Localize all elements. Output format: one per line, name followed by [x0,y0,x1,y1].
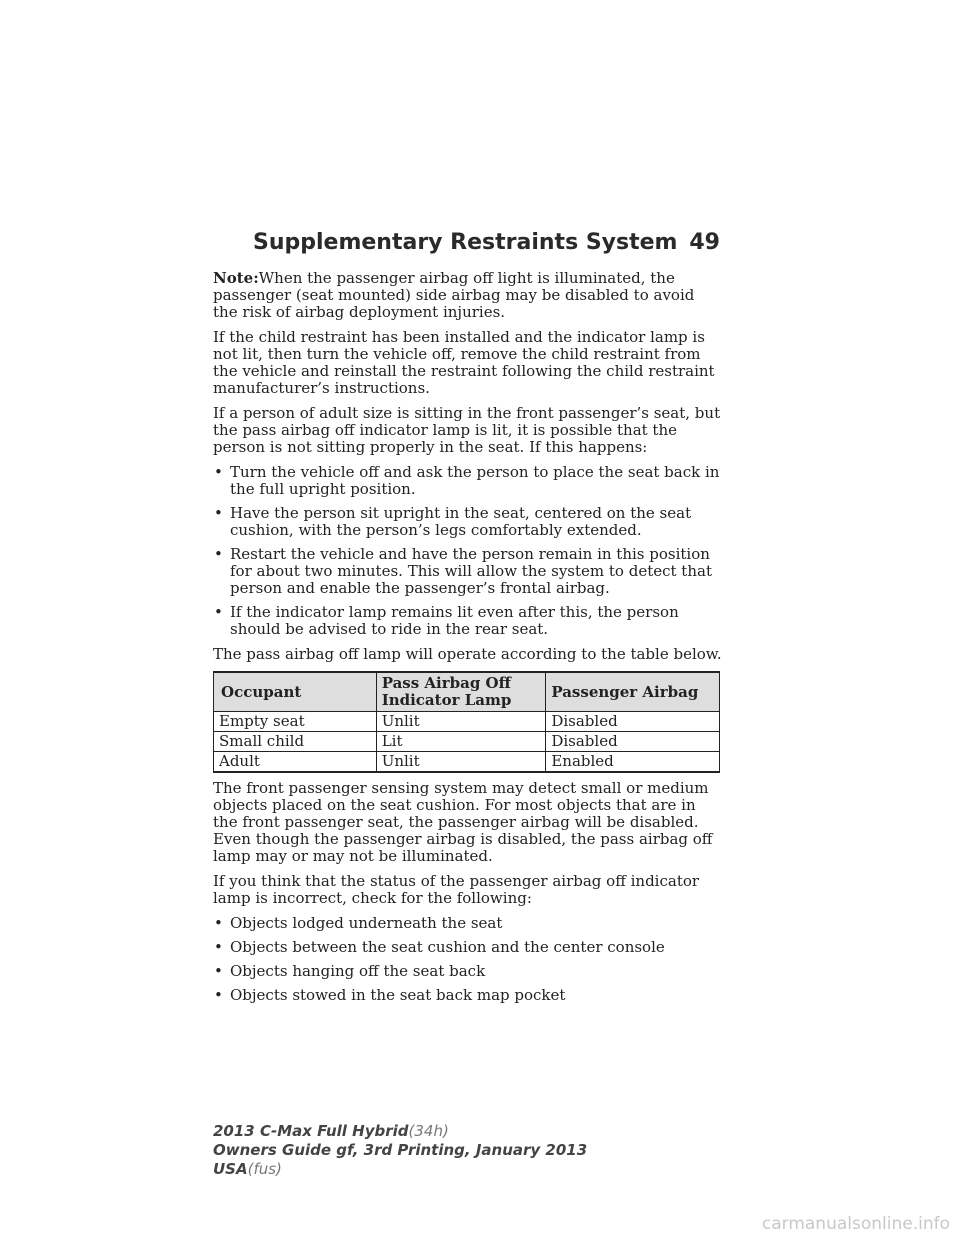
bullet-icon: • [214,938,223,956]
list-item [213,915,723,932]
list-item-text: Objects lodged underneath the seat [230,914,503,932]
note-paragraph [213,270,723,321]
table-cell: Adult [214,752,377,773]
column-header-occupant: Occupant [214,672,377,712]
bullet-icon: • [214,463,223,481]
child-restraint-paragraph: If the child restraint has been installed and the indicator lamp is not lit, then turn the vehicle off, remove the child restraint from the vehicle and reinstall the restraint following the child restraint manufacturer’s instructions. [213,328,715,397]
footer-model: 2013 C-Max Full Hybrid [213,1122,409,1140]
objects-checklist [213,915,723,1004]
page-content [213,270,723,1012]
list-item [213,963,723,980]
table-header-row [214,672,720,712]
table-cell: Unlit [376,712,546,732]
status-check-paragraph: If you think that the status of the passenger airbag off indicator lamp is incorrect, check for the following: [213,872,700,907]
table-intro-paragraph: The pass airbag off lamp will operate according to the table below. [213,645,722,663]
footer-line [213,1160,587,1179]
table-cell: Disabled [546,712,720,732]
column-header-passenger-airbag: Passenger Airbag [546,672,720,712]
bullet-icon: • [214,986,223,1004]
list-item-text: Objects stowed in the seat back map pocket [230,986,566,1004]
table-row [214,712,720,732]
list-item [213,987,723,1004]
list-item-text: Have the person sit upright in the seat, centered on the seat cushion, with the person’s legs comfortably extended. [230,504,692,539]
list-item-text: Turn the vehicle off and ask the person to place the seat back in the full upright position. [230,463,720,498]
adult-instructions-list [213,464,723,638]
footer-model-code: (34h) [408,1122,449,1140]
list-item-text: Objects between the seat cushion and the center console [230,938,665,956]
bullet-icon: • [214,504,223,522]
page-number: 49 [689,230,720,255]
bullet-icon: • [214,914,223,932]
airbag-status-table [213,671,720,773]
footer-line [213,1141,587,1160]
table-cell: Lit [376,732,546,752]
table-cell: Unlit [376,752,546,773]
list-item [213,464,723,498]
footer-edition: Owners Guide gf, 3rd Printing, January 2013 [213,1141,588,1159]
list-item [213,939,723,956]
adult-size-paragraph: If a person of adult size is sitting in the front passenger’s seat, but the pass airbag off indicator lamp is lit, it is possible that the person is not sitting properly in the seat. If this happens: [213,404,721,456]
list-item-text: Restart the vehicle and have the person remain in this position for about two minutes. This will allow the system to detect that person and enable the passenger’s frontal airbag. [230,545,712,597]
bullet-icon: • [214,603,223,621]
footer-market: USA [213,1160,248,1178]
list-item-text: Objects hanging off the seat back [230,962,486,980]
footer-market-code: (fus) [247,1160,282,1178]
list-item [213,546,723,597]
footer-line [213,1122,587,1141]
table-row [214,732,720,752]
section-title: Supplementary Restraints System [253,230,678,255]
sensing-system-paragraph: The front passenger sensing system may detect small or medium objects placed on the seat cushion. For most objects that are in the front passenger seat, the passenger airbag will be disabled. Even though the passenger airbag is disabled, the pass airbag off lamp may or may not be illuminated. [213,779,713,865]
page-header [213,230,720,264]
table-cell: Small child [214,732,377,752]
list-item [213,604,723,638]
table-cell: Enabled [546,752,720,773]
bullet-icon: • [214,545,223,563]
bullet-icon: • [214,962,223,980]
note-label: Note: [213,269,259,287]
watermark: carmanualsonline.info [761,1214,950,1234]
table-cell: Empty seat [214,712,377,732]
note-text: When the passenger airbag off light is illuminated, the passenger (seat mounted) side airbag may be disabled to avoid the risk of airbag deployment injuries. [213,269,695,321]
list-item-text: If the indicator lamp remains lit even after this, the person should be advised to ride in the rear seat. [230,603,679,638]
page-footer [213,1122,587,1179]
list-item [213,505,723,539]
column-header-indicator-lamp: Pass Airbag Off Indicator Lamp [376,672,546,712]
table-cell: Disabled [546,732,720,752]
table-row [214,752,720,773]
